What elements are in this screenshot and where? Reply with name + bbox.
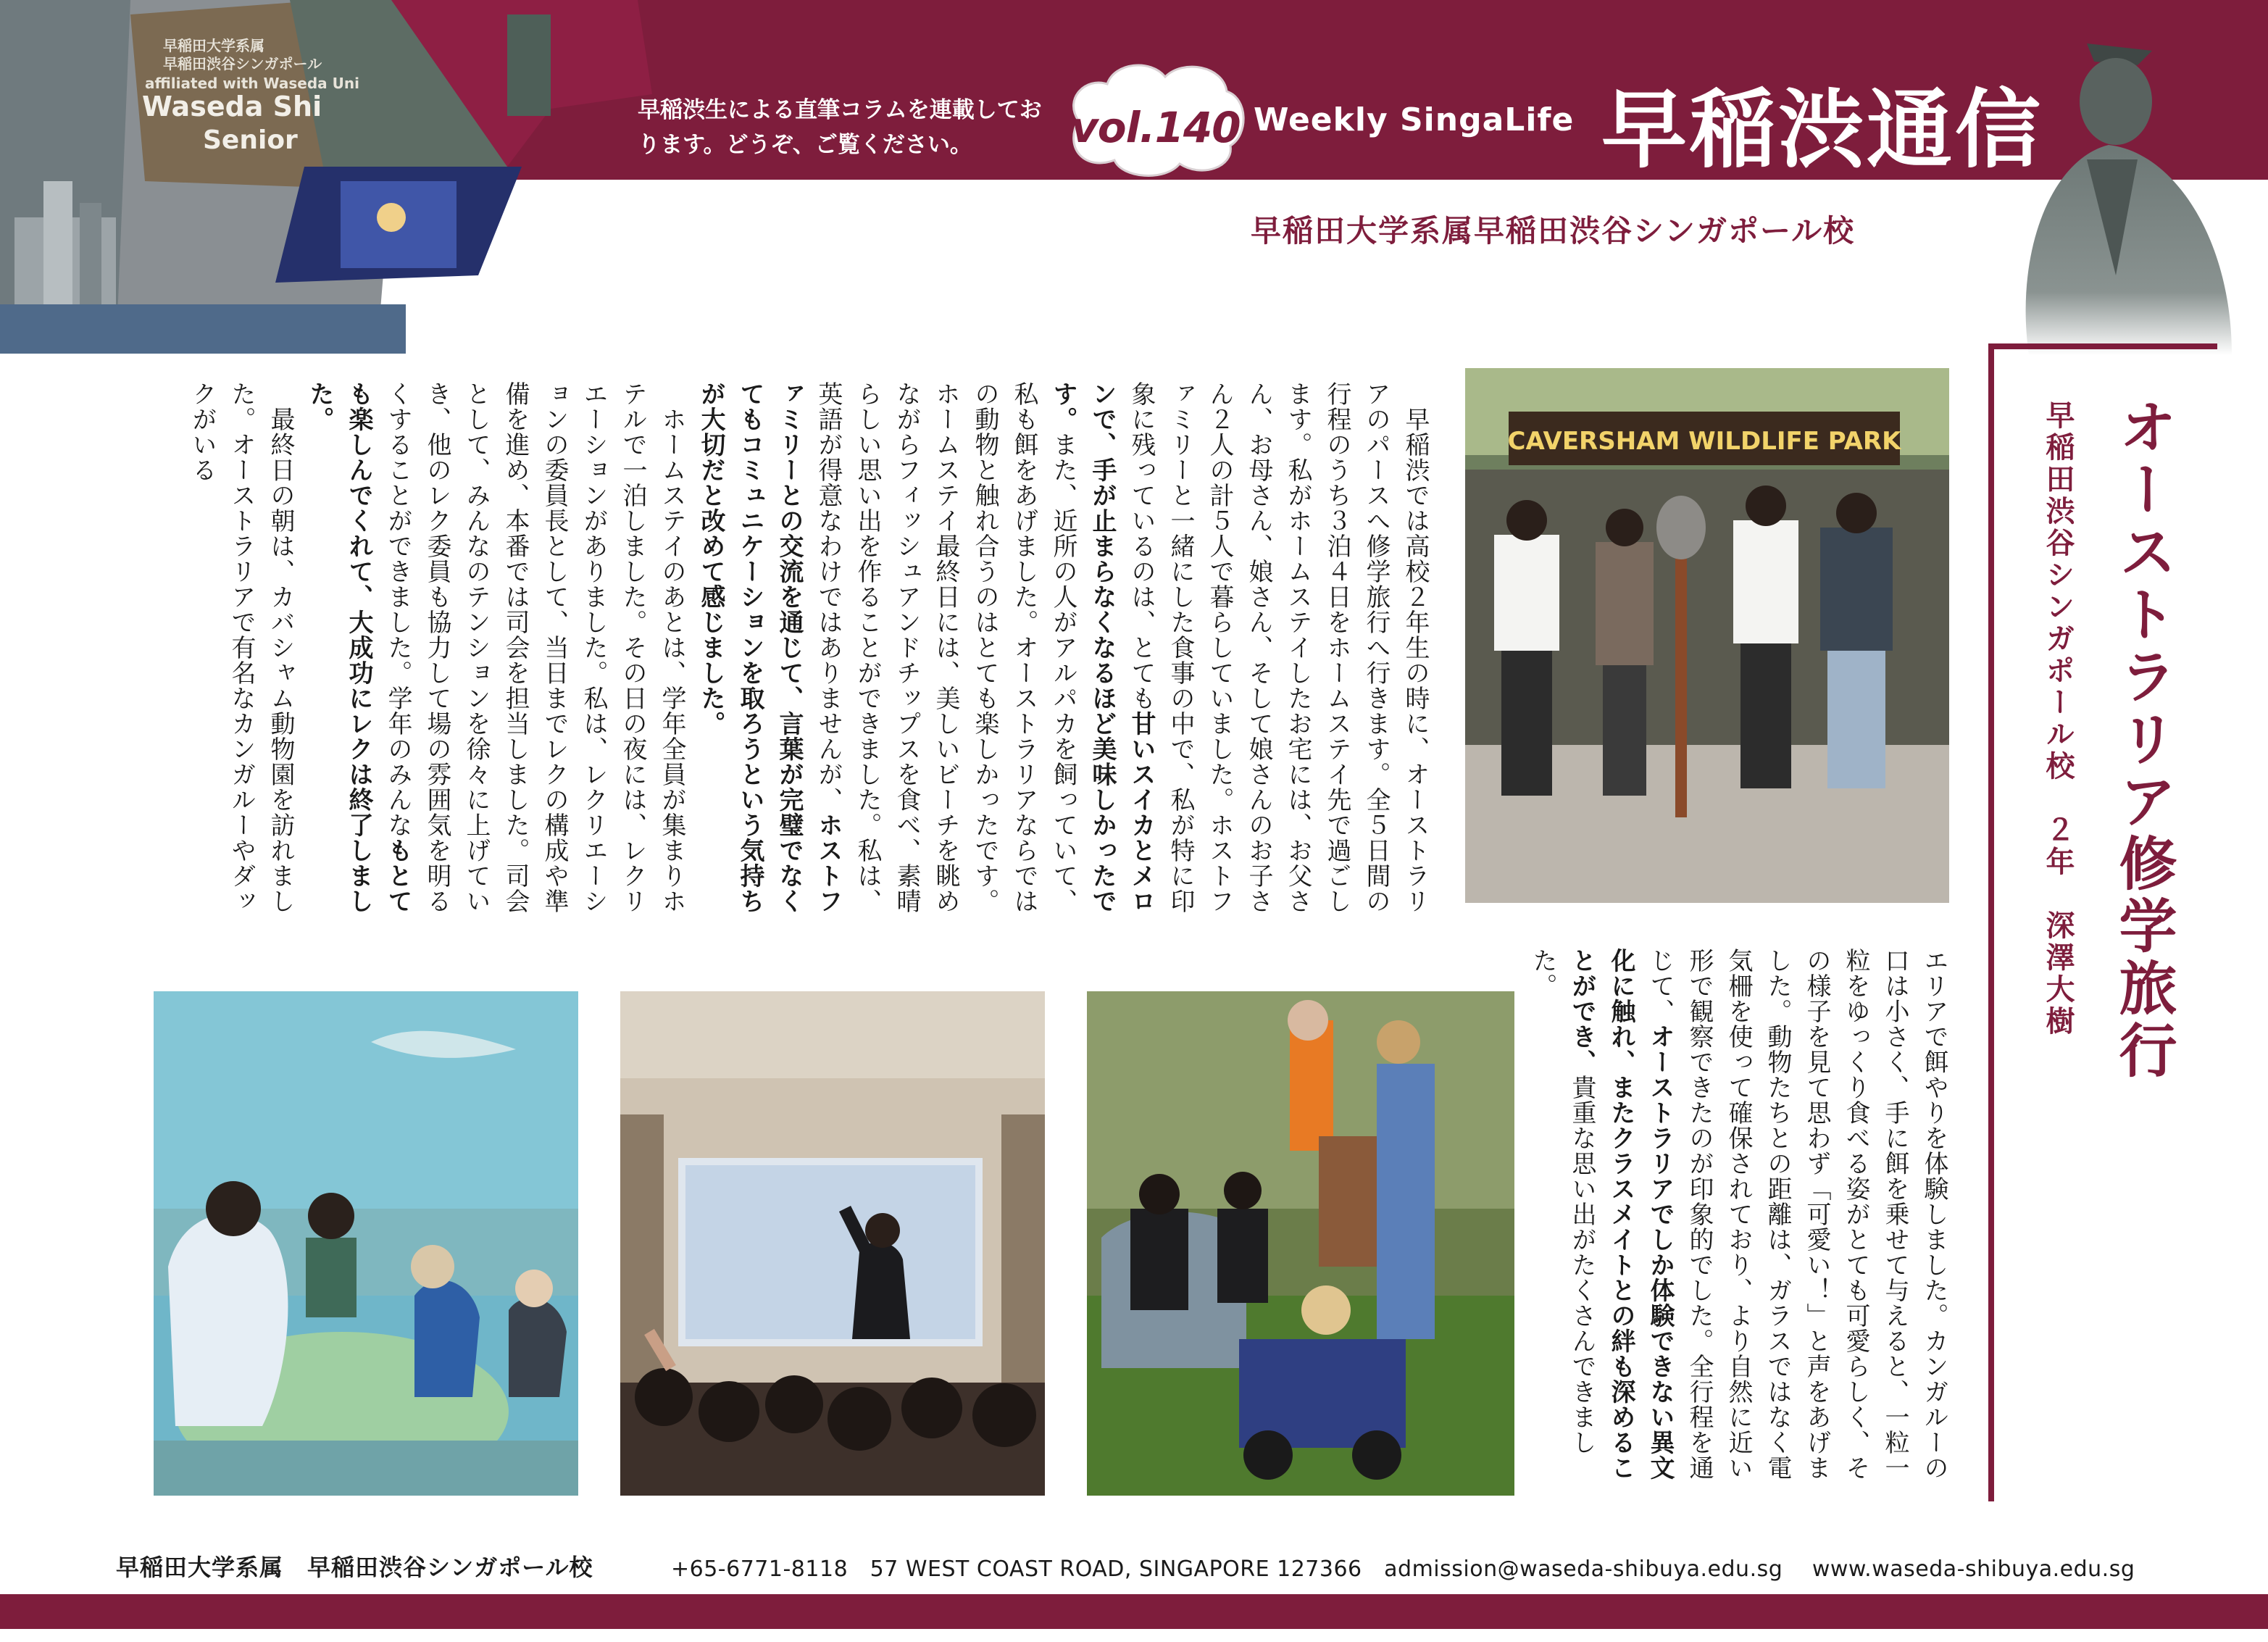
body-paragraph-1: 早稲渋では高校２年生の時に、オーストラリアのパースへ修学旅行へ行きます。全５日間の行程のうち３泊４日をホームステイ先で過ごします。私がホームステイしたお宅には、お父さん、お母さん、娘さん、そして娘さんのお子さん２人の計５人で暮らしていました。ホストファミリーと一緒にした食事の中で、私が特に印象に残っているのは、とても甘いスイカとメロンで、手が止まらなくなるほど美味しかったです。また、近所の人がアルパカを飼っていて、私も餌をあげました。オーストラリアならではの動物と触れ合うのはとても楽しかったです。ホームステイ最終日には、美しいビーチを眺めながらフィッシュアンドチップスを食べ、素晴らしい思い出を作ることができました。私は、英語が得意なわけではありませんが、ホストファミリーとの交流を通じて、言葉が完璧でなくてもコミュニケーションを取ろうという気持ちが大切だと改めて感じました。 — [696, 381, 1430, 914]
collage-sign-line-4: Waseda Shi — [142, 91, 322, 122]
title-rule-horizontal — [1988, 343, 2217, 349]
vol-number: vol.140 — [1071, 103, 1241, 152]
photo-recreation-event — [620, 991, 1045, 1496]
park-sign-text: CAVERSHAM WILDLIFE PARK — [1507, 427, 1901, 456]
header-intro-text: 早稲渋生による直筆コラムを連載しております。どうぞ、ご覧ください。 — [638, 97, 1042, 158]
footer-contact-info: +65-6771-8118 57 WEST COAST ROAD, SINGAPORE 127366 admission@waseda-shibuya.edu.sg www.waseda-shibuya.edu.sg — [671, 1556, 2135, 1582]
body-paragraph-3-continued: エリアで餌やりを体験しました。カンガルーの口は小さく、手に餌を乗せて与えると、一粒一粒をゆっくり食べる姿がとても可愛らしく、その様子を見て思わず「可愛い！」と声をあげました。動物たちとの距離は、ガラスではなく電気柵を使って確保されており、より自然に近い形で観察できたのが印象的でした。全行程を通じて、オーストラリアでしか体験できない異文化に触れ、またクラスメイトとの絆も深めることができ、貴重な思い出がたくさんできました。 — [1528, 948, 1948, 1480]
collage-sign-line-5: Senior — [203, 125, 298, 155]
article-byline: 早稲田渋谷シンガポール校 ２年 深澤大樹 — [2041, 400, 2075, 1038]
collage-sign-line-2: 早稲田渋谷シンガポール — [163, 55, 322, 72]
article-body-lower — [1528, 948, 1954, 1499]
body-paragraph-2: ホームステイのあとは、学年全員が集まりホテルで一泊しました。その日の夜には、レクリエーションがありました。私は、レクリエーションの委員長として、当日までレクの構成や準備を進め、本番では司会を担当しました。司会として、みんなのテンションを徐々に上げていき、他のレク委員も協力して場の雰囲気を明るくすることができました。学年のみんなもとても楽しんでくれて、大成功にレクは終了しました。 — [305, 381, 686, 914]
header-photo-collage — [0, 0, 652, 354]
footer-band — [0, 1594, 2268, 1629]
footer-school-name: 早稲田大学系属 早稲田渋谷シンガポール校 — [116, 1554, 593, 1581]
founder-statue-image — [1942, 36, 2246, 355]
series-name: Weekly SingaLife — [1254, 101, 1575, 138]
body-paragraph-3: 最終日の朝は、カバシャム動物園を訪れました。オーストラリアで有名なカンガルーやダックがいる — [188, 381, 295, 914]
header-school-name: 早稲田大学系属早稲田渋谷シンガポール校 — [1251, 213, 1856, 249]
collage-sign-line-1: 早稲田大学系属 — [163, 37, 264, 54]
collage-sign-line-3: affiliated with Waseda Uni — [145, 75, 359, 92]
article-body-upper — [174, 381, 1435, 917]
photo-wildlife-park-koala — [1465, 368, 1949, 903]
title-rule-vertical — [1988, 343, 1994, 1501]
photo-aquarium-children — [154, 991, 578, 1496]
photo-host-family — [1087, 991, 1514, 1496]
article-title: オーストラリア修学旅行 — [2109, 397, 2177, 1083]
newsletter-title: 早稲渋通信 — [1601, 80, 2044, 180]
